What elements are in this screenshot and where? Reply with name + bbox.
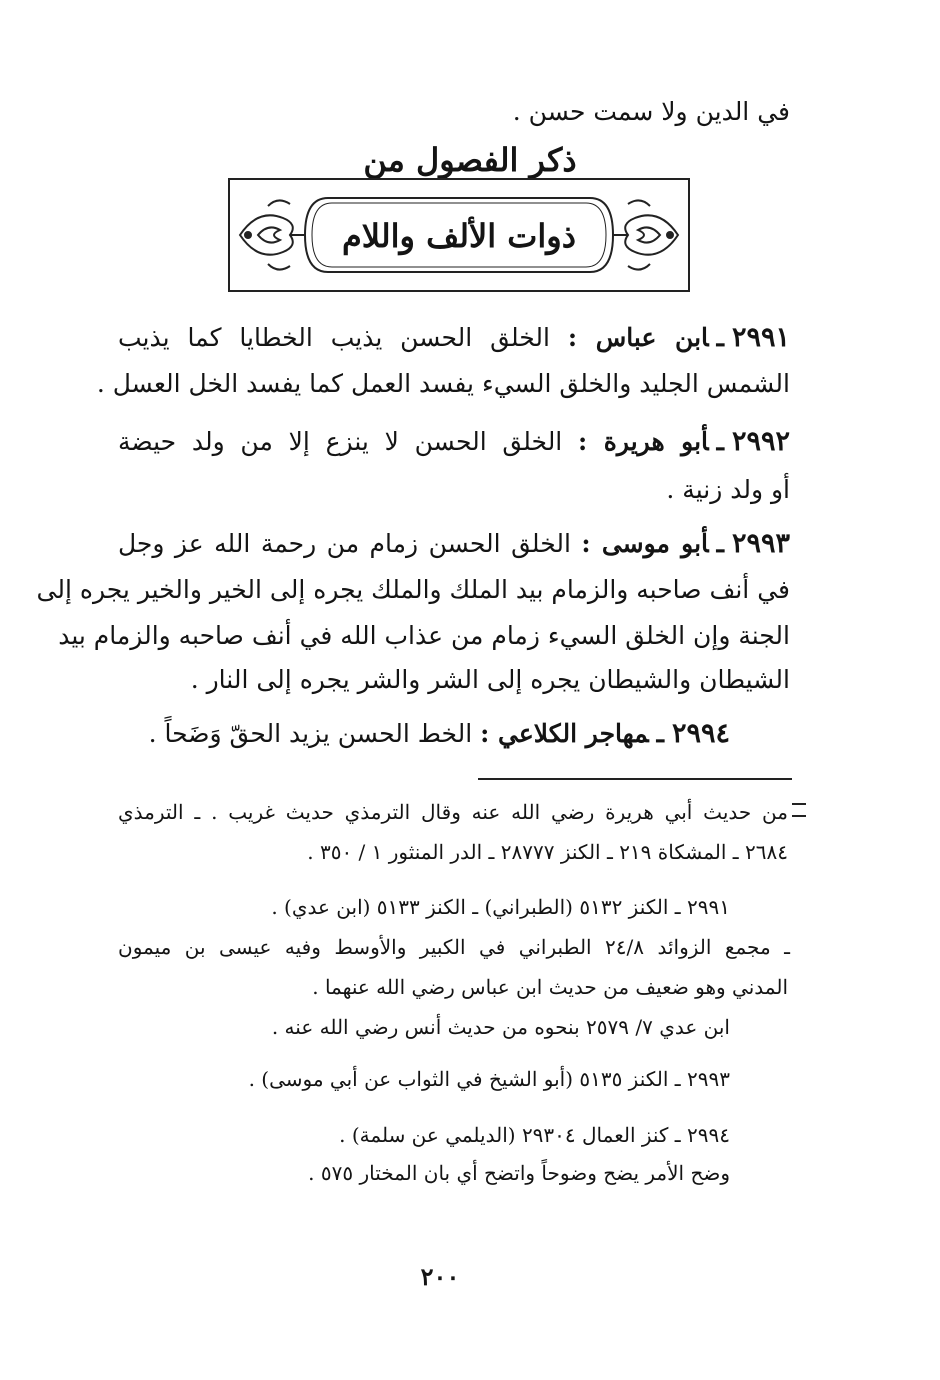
entry-text: الخلق الحسن لا ينزع إلا من ولد حيضة — [118, 427, 563, 456]
footnote-2994-line2: وضح الأمر يضح وضوحاً واتضح أي بان المختار ٥٧٥ . — [308, 1161, 730, 1185]
left-ornament — [240, 200, 304, 269]
entry-2992-line2: أو ولد زنية . — [666, 475, 790, 504]
section-title-line1: ذكر الفصول من — [363, 141, 577, 179]
entry-number: ٢٩٩٢ — [731, 426, 790, 457]
entry-text: الخط الحسن يزيد الحقّ وَضَحاً . — [148, 719, 473, 748]
right-ornament — [614, 200, 678, 269]
entry-2994-line1: ٢٩٩٤ـمهاجر الكلاعي : الخط الحسن يزيد الحقّ وَضَحاً . — [148, 718, 730, 749]
continuation-line: في الدين ولا سمت حسن . — [512, 97, 790, 126]
entry-2993-line2: في أنف صاحبه والزمام بيد الملك والملك يجره إلى الخير والخير يجره إلى — [36, 575, 790, 604]
footnote-2993: ٢٩٩٣ ـ الكنز ٥١٣٥ (أبو الشيخ في الثواب عن أبي موسى) . — [248, 1067, 730, 1091]
entry-2991-line1: ٢٩٩١ـابن عباس : الخلق الحسن يذيب الخطايا كما يذيب — [118, 322, 790, 353]
entry-text: الخلق الحسن زمام من رحمة الله عز وجل — [118, 529, 571, 558]
entry-2993-line4: الشيطان والشيطان يجره إلى الشر والشر يجره إلى النار . — [190, 665, 790, 694]
footnote-2994-line1: ٢٩٩٤ ـ كنز العمال ٢٩٣٠٤ (الديلمي عن سلمة) . — [339, 1123, 730, 1147]
page-number: ٢٠٠ — [420, 1262, 460, 1291]
entry-narrator: أبو موسى : — [581, 529, 709, 558]
entry-2992-line1: ٢٩٩٢ـأبو هريرة : الخلق الحسن لا ينزع إلا من ولد حيضة — [118, 426, 790, 457]
footnote-2991-line2: ـ مجمع الزوائد ٢٤/٨ الطبراني في الكبير والأوسط وفيه عيسى بن ميمون — [118, 935, 790, 959]
entry-number: ٢٩٩١ — [731, 322, 790, 353]
entry-2991-line2: الشمس الجليد والخلق السيء يفسد العمل كما يفسد الخل العسل . — [96, 369, 790, 398]
footnote-2991-line4: ابن عدي ٧/ ٢٥٧٩ بنحوه من حديث أنس رضي الله عنه . — [271, 1015, 730, 1039]
entry-number: ٢٩٩٣ — [731, 528, 790, 559]
footnote-separator — [478, 778, 792, 780]
entry-narrator: أبو هريرة : — [578, 427, 709, 456]
footnote-2991-line3: المدني وهو ضعيف من حديث ابن عباس رضي الله عنهما . — [312, 975, 788, 999]
entry-text: الخلق الحسن يذيب الخطايا كما يذيب — [118, 323, 550, 352]
footnote-2991-line1: ٢٩٩١ ـ الكنز ٥١٣٢ (الطبراني) ـ الكنز ٥١٣٣ (ابن عدي) . — [271, 895, 730, 919]
entry-2993-line3: الجنة وإن الخلق السيء زمام من عذاب الله في أنف صاحبه والزمام بيد — [58, 621, 790, 650]
footnote-carry-line2: ٢٦٨٤ ـ المشكاة ٢١٩ ـ الكنز ٢٨٧٧٧ ـ الدر المنثور ١ / ٣٥٠ . — [307, 840, 788, 864]
entry-narrator: ابن عباس : — [567, 323, 709, 352]
entry-number: ٢٩٩٤ — [671, 718, 730, 749]
entry-2993-line1: ٢٩٩٣ـأبو موسى : الخلق الحسن زمام من رحمة الله عز وجل — [118, 528, 790, 559]
footnote-continuation-mark — [792, 803, 806, 817]
entry-narrator: مهاجر الكلاعي : — [480, 719, 649, 748]
section-title-line2: ذوات الألف واللام — [341, 217, 576, 255]
footnote-carry-line1: من حديث أبي هريرة رضي الله عنه وقال الترمذي حديث غريب . ـ الترمذي — [118, 800, 788, 824]
